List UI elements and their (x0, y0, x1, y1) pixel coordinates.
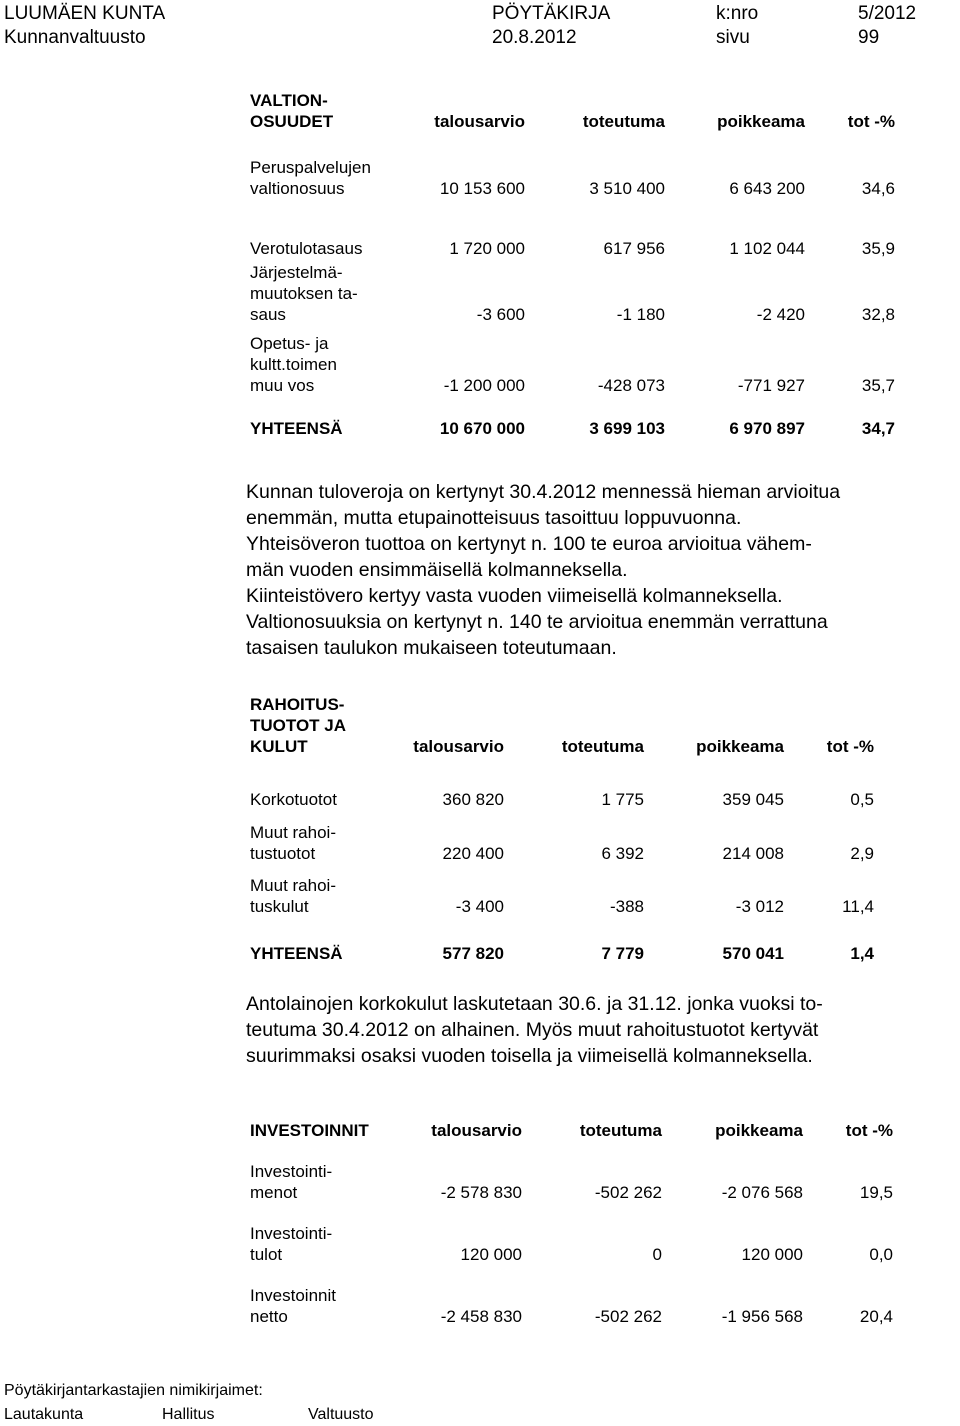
cell-percent: 19,5 (859, 1183, 893, 1202)
row-label: Järjestelmä- muutoksen ta- saus (250, 263, 358, 324)
table-header (250, 691, 890, 757)
footer-label-board: Lautakunta (4, 1406, 84, 1423)
col-header-actual: toteutuma (582, 112, 665, 131)
table-total-row (250, 418, 910, 439)
cell-budget: 220 400 (442, 844, 504, 863)
cell-percent: 0,5 (850, 790, 874, 809)
table-row (250, 259, 910, 325)
cell-actual: -502 262 (594, 1183, 662, 1202)
col-header-percent: tot -% (845, 1121, 893, 1140)
tax-revenue-commentary: Kunnan tuloveroja on kertynyt 30.4.2012 mennessä hieman arvioitua enemmän, mutta etupainotteisuus tasoittuu loppuvuonna. Yhteisöveron tuottoa on kertynyt n. 100 te euroa arvioitua vähem- män vuoden ensimmäisellä kolmanneksella. Kiinteistövero kertyy vasta vuoden viimeisellä kolmanneksella. Valtionosuuksia on kertynyt n. 140 te arvioitua enemmän verrattuna tasaisen taulukon mukaiseen toteutumaan. (246, 481, 841, 659)
col-header-percent: tot -% (826, 737, 874, 756)
table-header (250, 1120, 910, 1141)
meeting-date: 20.8.2012 (492, 27, 577, 48)
cell-actual: 0 (652, 1245, 662, 1264)
table-header (250, 88, 910, 132)
table-title: RAHOITUS- TUOTOT JA KULUT (250, 695, 347, 756)
table-total-row (250, 943, 890, 964)
cell-variance: 570 041 (722, 944, 784, 963)
table-row (250, 330, 910, 396)
page-label: sivu (716, 27, 750, 48)
cell-variance: -1 956 568 (721, 1307, 803, 1326)
col-header-actual: toteutuma (579, 1121, 662, 1140)
cell-variance: 6 970 897 (729, 419, 805, 438)
cell-budget: 10 153 600 (439, 179, 525, 198)
cell-actual: 7 779 (601, 944, 644, 963)
table-row (250, 1221, 910, 1265)
col-header-percent: tot -% (847, 112, 895, 131)
loan-interest-commentary: Antolainojen korkokulut laskutetaan 30.6. ja 31.12. jonka vuoksi to- teutuma 30.4.2012 on alhainen. Myös muut rahoitustuotot kertyvät suurimmaksi osaksi vuoden toisella ja viimeisellä kolmanneksella. (246, 993, 823, 1067)
table-title: INVESTOINNIT (250, 1121, 369, 1140)
cell-actual: 3 699 103 (589, 419, 665, 438)
cell-percent: 34,6 (861, 179, 895, 198)
page-number: 99 (858, 27, 880, 48)
cell-variance: -2 076 568 (721, 1183, 803, 1202)
col-header-variance: poikkeama (717, 112, 805, 131)
cell-percent: 11,4 (842, 897, 874, 916)
table-row (250, 238, 910, 259)
cell-actual: -388 (609, 897, 644, 916)
col-header-variance: poikkeama (696, 737, 784, 756)
state-subsidies-table (250, 88, 910, 439)
municipality-name: LUUMÄEN KUNTA (4, 3, 166, 24)
cell-budget: -2 458 830 (440, 1307, 522, 1326)
cell-budget: 10 670 000 (439, 419, 525, 438)
table-row (250, 789, 890, 810)
cell-variance: 120 000 (741, 1245, 803, 1264)
cell-budget: -1 200 000 (443, 376, 525, 395)
row-label: Opetus- ja kultt.toimen muu vos (250, 334, 337, 395)
table-title: VALTION- OSUUDET (250, 91, 334, 131)
cell-actual: -428 073 (597, 376, 665, 395)
cell-percent: 35,9 (861, 239, 895, 258)
cell-variance: -2 420 (756, 305, 805, 324)
row-label: Investointi- tulot (250, 1224, 333, 1264)
col-header-variance: poikkeama (715, 1121, 803, 1140)
cell-percent: 20,4 (859, 1307, 893, 1326)
footer-title: Pöytäkirjantarkastajien nimikirjaimet: (4, 1382, 263, 1399)
cell-variance: -771 927 (737, 376, 805, 395)
table-row (250, 1159, 910, 1203)
cell-variance: -3 012 (735, 897, 784, 916)
row-label: YHTEENSÄ (250, 419, 343, 438)
cell-budget: -3 400 (455, 897, 504, 916)
col-header-budget: talousarvio (413, 737, 504, 756)
row-label: YHTEENSÄ (250, 944, 343, 963)
row-label: Investoinnit netto (250, 1286, 336, 1326)
cell-budget: -2 578 830 (440, 1183, 522, 1202)
cell-variance: 1 102 044 (729, 239, 805, 258)
footer-label-government: Hallitus (162, 1406, 215, 1423)
cell-percent: 0,0 (869, 1245, 893, 1264)
cell-percent: 1,4 (850, 944, 874, 963)
cell-variance: 359 045 (722, 790, 784, 809)
cell-actual: 3 510 400 (589, 179, 665, 198)
row-label: Investointi- menot (250, 1162, 333, 1202)
cell-actual: -502 262 (594, 1307, 662, 1326)
col-header-budget: talousarvio (431, 1121, 522, 1140)
document-type: PÖYTÄKIRJA (492, 3, 611, 24)
cell-percent: 2,9 (850, 844, 874, 863)
cell-budget: 360 820 (442, 790, 504, 809)
table-row (250, 820, 890, 864)
cell-actual: 1 775 (601, 790, 644, 809)
knro-value: 5/2012 (858, 3, 917, 24)
row-label: Korkotuotot (250, 790, 337, 809)
cell-percent: 34,7 (861, 419, 895, 438)
cell-percent: 32,8 (861, 305, 895, 324)
council-name: Kunnanvaltuusto (4, 27, 146, 48)
knro-label: k:nro (716, 3, 759, 24)
row-label: Verotulotasaus (250, 239, 363, 258)
row-label: Muut rahoi- tustuotot (250, 823, 336, 863)
financial-income-table (250, 691, 890, 964)
cell-budget: 577 820 (442, 944, 504, 963)
cell-actual: -1 180 (616, 305, 665, 324)
table-row (250, 155, 910, 199)
cell-budget: -3 600 (476, 305, 525, 324)
cell-actual: 6 392 (601, 844, 644, 863)
row-label: Muut rahoi- tuskulut (250, 876, 336, 916)
row-label: Peruspalvelujen valtionosuus (250, 158, 371, 198)
cell-variance: 214 008 (722, 844, 784, 863)
col-header-actual: toteutuma (561, 737, 644, 756)
cell-variance: 6 643 200 (729, 179, 805, 198)
footer-label-council: Valtuusto (308, 1406, 374, 1423)
table-row (250, 1283, 910, 1327)
investments-table (250, 1120, 910, 1327)
cell-actual: 617 956 (603, 239, 665, 258)
col-header-budget: talousarvio (434, 112, 525, 131)
table-row (250, 873, 890, 917)
cell-budget: 120 000 (460, 1245, 522, 1264)
cell-budget: 1 720 000 (449, 239, 525, 258)
cell-percent: 35,7 (861, 376, 895, 395)
